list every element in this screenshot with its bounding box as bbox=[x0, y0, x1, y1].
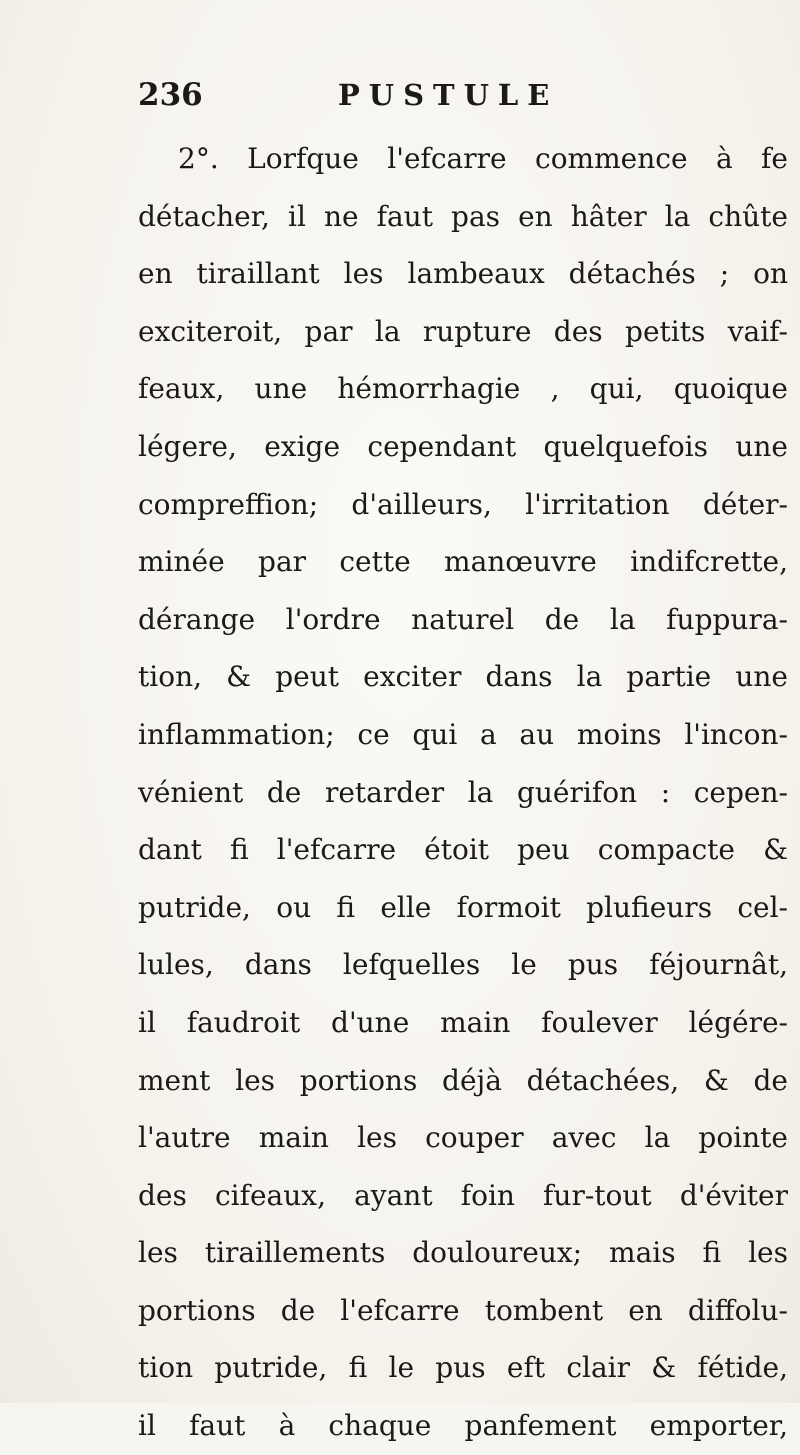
text-line: il faut à chaque panfement emporter, bbox=[138, 1409, 788, 1443]
text-line: exciteroit, par la rupture des petits vaif- bbox=[138, 314, 788, 348]
text-line: dant fi l'efcarre étoit peu compacte & bbox=[138, 833, 788, 867]
text-line: détacher, il ne faut pas en hâter la chûte bbox=[138, 199, 788, 233]
text-line: feaux, une hémorrhagie , qui, quoique bbox=[138, 372, 788, 406]
page-header bbox=[138, 70, 778, 120]
page-number: 236 bbox=[138, 77, 203, 113]
text-line: compreffion; d'ailleurs, l'irritation déter- bbox=[138, 487, 788, 521]
text-line: ment les portions déjà détachées, & de bbox=[138, 1063, 788, 1097]
text-line: tion, & peut exciter dans la partie une bbox=[138, 660, 788, 694]
body-text bbox=[138, 130, 788, 1455]
text-line: inflammation; ce qui a au moins l'incon- bbox=[138, 717, 788, 751]
text-line: en tiraillant les lambeaux détachés ; on bbox=[138, 257, 788, 291]
text-line: l'autre main les couper avec la pointe bbox=[138, 1121, 788, 1155]
text-line: il faudroit d'une main foulever légére- bbox=[138, 1005, 788, 1039]
text-line: putride, ou fi elle formoit plufieurs cel- bbox=[138, 890, 788, 924]
text-line: des cifeaux, ayant foin fur-tout d'éviter bbox=[138, 1178, 788, 1212]
text-line: légere, exige cependant quelquefois une bbox=[138, 429, 788, 463]
running-head: PUSTULE bbox=[338, 78, 559, 112]
text-line: portions de l'efcarre tombent en diffolu- bbox=[138, 1293, 788, 1327]
text-line: les tiraillements douloureux; mais fi les bbox=[138, 1236, 788, 1270]
text-line: dérange l'ordre naturel de la fuppura- bbox=[138, 602, 788, 636]
text-line: minée par cette manœuvre indifcrette, bbox=[138, 545, 788, 579]
text-line: tion putride, fi le pus eft clair & fétide, bbox=[138, 1351, 788, 1385]
text-line: lules, dans lefquelles le pus féjournât, bbox=[138, 948, 788, 982]
text-line: 2°. Lorfque l'efcarre commence à fe bbox=[178, 142, 788, 175]
text-line: vénient de retarder la guérifon : cepen- bbox=[138, 775, 788, 809]
